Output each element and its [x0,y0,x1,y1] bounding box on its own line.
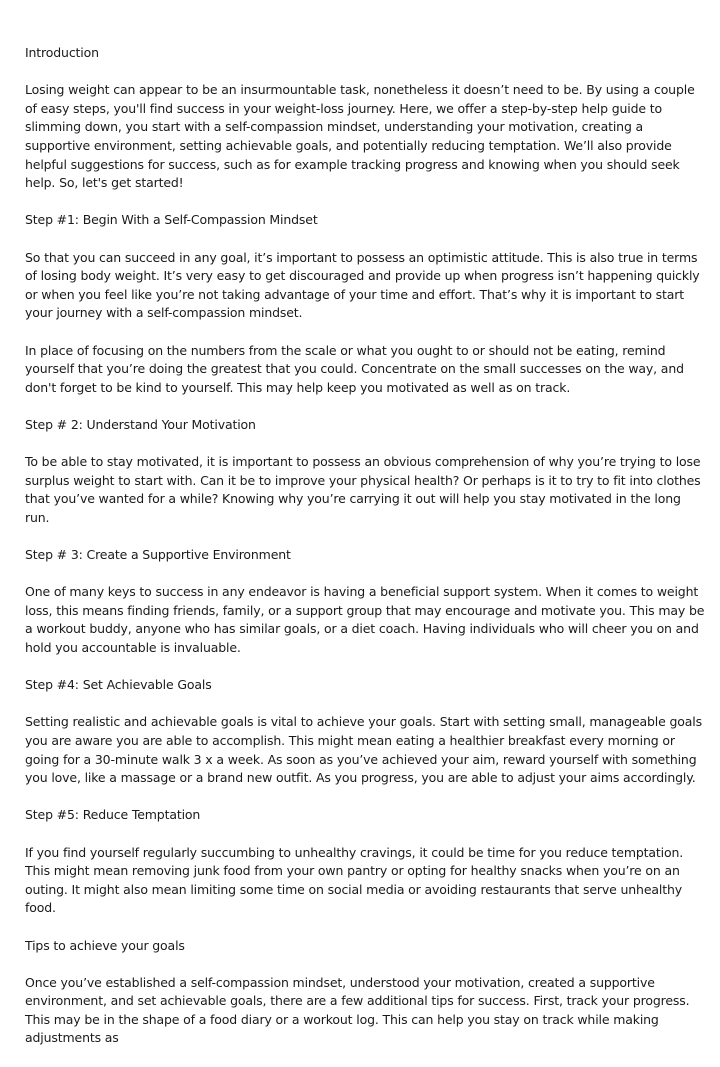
section-heading-tips: Tips to achieve your goals [25,937,185,953]
section-heading-step-5: Step #5: Reduce Temptation [25,807,201,823]
paragraph-step-4: Setting realistic and achievable goals is vital to achieve your goals. Start with setting small, manageable goals you are aware you are able to accomplish. This might mean eating a healthier breakfast every morning or going for a 30-minute walk 3 x a week. As soon as you’ve achieved your aim, reward yourself with something you love, like a massage or a brand new outfit. As you progress, you are able to adjust your aims accordingly. [25,714,702,786]
document-body [25,44,705,1067]
section-heading-step-3: Step # 3: Create a Supportive Environment [25,547,291,563]
paragraph-step-2: To be able to stay motivated, it is important to possess an obvious comprehension of why you’re trying to lose surplus weight to start with. Can it be to improve your physical health? Or perhaps is it to try to fit into clothes that you’ve wanted for a while? Knowing why you’re carrying it out will help you stay motivated in the long run. [25,454,701,525]
paragraph-introduction: Losing weight can appear to be an insurmountable task, nonetheless it doesn’t need to be. By using a couple of easy steps, you'll find success in your weight-loss journey. Here, we offer a step-by-step help guide to slimming down, you start with a self-compassion mindset, understanding your motivation, creating a supportive environment, setting achievable goals, and potentially reducing temptation. We’ll also provide helpful suggestions for success, such as for example tracking progress and knowing when you should seek help. So, let's get started! [25,82,695,191]
paragraph-step-1-a: So that you can succeed in any goal, it’s important to possess an optimistic attitude. This is also true in terms of losing body weight. It’s very easy to get discouraged and provide up when progress isn’t happening quickly or when you feel like you’re not taking advantage of your time and effort. That’s why it is important to start your journey with a self-compassion mindset. [25,249,700,321]
paragraph-step-1-b: In place of focusing on the numbers from the scale or what you ought to or should not be eating, remind yourself that you’re doing the greatest that you could. Concentrate on the small successes on the way, and don't forget to be kind to yourself. This may help keep you motivated as well as on track. [25,342,684,395]
paragraph-step-5: If you find yourself regularly succumbing to unhealthy cravings, it could be time for you reduce temptation. This might mean removing junk food from your own pantry or opting for healthy snacks when you’re on an outing. It might also mean limiting some time on social media or avoiding restaurants that serve unhealthy food. [25,844,684,916]
section-heading-step-4: Step #4: Set Achievable Goals [25,677,212,693]
section-heading-step-2: Step # 2: Understand Your Motivation [25,416,256,432]
paragraph-step-3: One of many keys to success in any endeavor is having a beneficial support system. When it comes to weight loss, this means finding friends, family, or a support group that may encourage and motivate you. This may be a workout buddy, anyone who has similar goals, or a diet coach. Having individuals who will cheer you on and hold you accountable is invaluable. [25,584,705,655]
section-heading-step-1: Step #1: Begin With a Self-Compassion Mindset [25,212,318,228]
section-heading-introduction: Introduction [25,45,99,60]
paragraph-tips: Once you’ve established a self-compassion mindset, understood your motivation, created a supportive environment, and set achievable goals, there are a few additional tips for success. First, track your progress. This may be in the shape of a food diary or a workout log. This can help you stay on track while making adjustments as [25,974,690,1046]
